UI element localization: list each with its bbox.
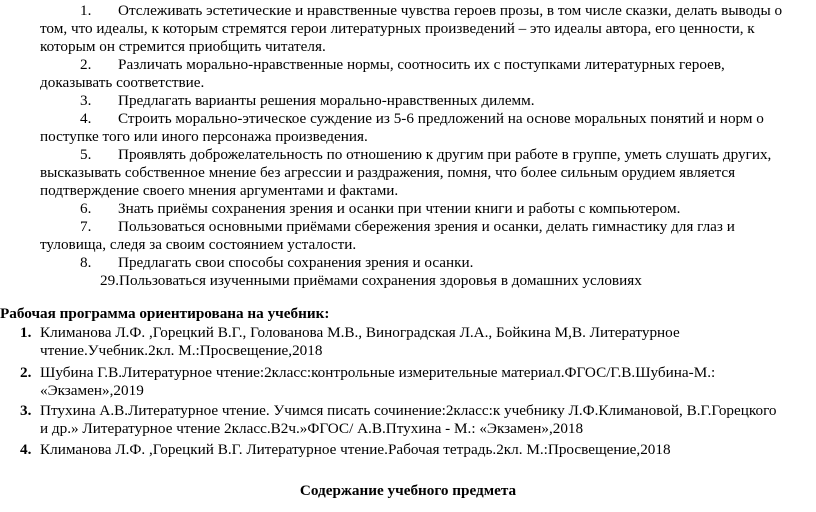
list-item-number: 8. (80, 254, 92, 271)
textbook-heading: Рабочая программа ориентирована на учебник: (0, 305, 330, 322)
list-item-text: высказывать собственное мнение без агрессии и раздражения, помня, что более сильным орудием является (40, 164, 736, 181)
textbook-item-text: и др.» Литературное чтение 2класс.В2ч.»ФГОС/ А.В.Птухина - М.: «Экзамен»,2018 (40, 420, 584, 437)
list-item-text: подтверждение своего мнения аргументами и фактами. (40, 182, 399, 199)
list-item-4-line-2 (40, 128, 368, 146)
list-item-5-line-3 (40, 182, 398, 200)
list-item-1-line-3 (40, 38, 326, 56)
textbook-item-text: Шубина Г.В.Литературное чтение:2класс:контрольные измерительные материал.ФГОС/Г.В.Шубина-М.: (40, 364, 716, 381)
list-item-text: Проявлять доброжелательность по отношению к другим при работе в группе, уметь слушать других, (118, 146, 772, 163)
list-item-1-line-1 (80, 2, 782, 20)
list-item-text: доказывать соответствие. (40, 74, 205, 91)
list-item-5-line-2 (40, 164, 735, 182)
list-item-text: Строить морально-этическое суждение из 5-6 предложений на основе моральных понятий и норм о (118, 110, 764, 127)
list-item-5-line-1 (80, 146, 771, 164)
list-item-29-line-1 (100, 272, 642, 290)
list-item-text: которым он стремится приобщить читателя. (40, 38, 326, 55)
list-item-text: том, что идеалы, к которым стремятся герои литературных произведений – это идеалы автора, его ценности, к (40, 20, 755, 37)
list-item-number: 2. (80, 56, 92, 73)
list-item-text: Предлагать свои способы сохранения зрения и осанки. (118, 254, 474, 271)
textbook-item-number: 4. (20, 441, 32, 458)
list-item-number: 5. (80, 146, 92, 163)
content-heading: Содержание учебного предмета (299, 482, 517, 499)
textbook-item-3-line-2 (40, 420, 583, 438)
list-item-text: туловища, следя за своим состоянием усталости. (40, 236, 357, 253)
textbook-item-text: Климанова Л.Ф. ,Горецкий В.Г. Литературное чтение.Рабочая тетрадь.2кл. М.:Просвещение,2018 (40, 441, 671, 458)
list-item-1-line-2 (40, 20, 755, 38)
textbook-item-1-line-1 (20, 324, 680, 342)
list-item-8-line-1 (80, 254, 473, 272)
list-item-number: 3. (80, 92, 92, 109)
list-item-number: 4. (80, 110, 92, 127)
textbook-item-3-line-1 (20, 402, 777, 420)
list-item-number: 1. (80, 2, 92, 19)
list-item-text: Отслеживать эстетические и нравственные чувства героев прозы, в том числе сказки, делать выводы о (118, 2, 783, 19)
list-item-7-line-2 (40, 236, 356, 254)
textbook-item-text: Климанова Л.Ф. ,Горецкий В.Г., Голованова М.В., Виноградская Л.А., Бойкина М,В. Литературное (40, 324, 680, 341)
list-item-2-line-1 (80, 56, 725, 74)
list-item-number: 7. (80, 218, 92, 235)
textbook-item-1-line-2 (40, 342, 322, 360)
list-item-number: 29. (100, 272, 119, 289)
list-item-3-line-1 (80, 92, 535, 110)
list-item-6-line-1 (80, 200, 680, 218)
list-item-text: Пользоваться основными приёмами сбережения зрения и осанки, делать гимнастику для глаз и (118, 218, 735, 235)
textbook-item-number: 2. (20, 364, 32, 381)
list-item-text: Знать приёмы сохранения зрения и осанки при чтении книги и работы с компьютером. (118, 200, 681, 217)
textbook-item-text: Птухина А.В.Литературное чтение. Учимся писать сочинение:2класс:к учебнику Л.Ф.Климановой, В.Г.Горецкого (40, 402, 777, 419)
list-item-text: Различать морально-нравственные нормы, соотносить их с поступками литературных героев, (118, 56, 725, 73)
list-item-number: 6. (80, 200, 92, 217)
textbook-item-number: 1. (20, 324, 32, 341)
textbook-item-number: 3. (20, 402, 32, 419)
textbook-item-text: «Экзамен»,2019 (40, 382, 144, 399)
list-item-2-line-2 (40, 74, 204, 92)
list-item-7-line-1 (80, 218, 735, 236)
textbook-item-2-line-1 (20, 364, 715, 382)
list-item-4-line-1 (80, 110, 764, 128)
textbook-item-2-line-2 (40, 382, 144, 400)
textbook-item-text: чтение.Учебник.2кл. М.:Просвещение,2018 (40, 342, 323, 359)
list-item-text: поступке того или иного персонажа произведения. (40, 128, 368, 145)
textbook-item-4-line-1 (20, 441, 671, 459)
list-item-text: Предлагать варианты решения морально-нравственных дилемм. (118, 92, 535, 109)
list-item-text: Пользоваться изученными приёмами сохранения здоровья в домашних условиях (118, 272, 642, 289)
